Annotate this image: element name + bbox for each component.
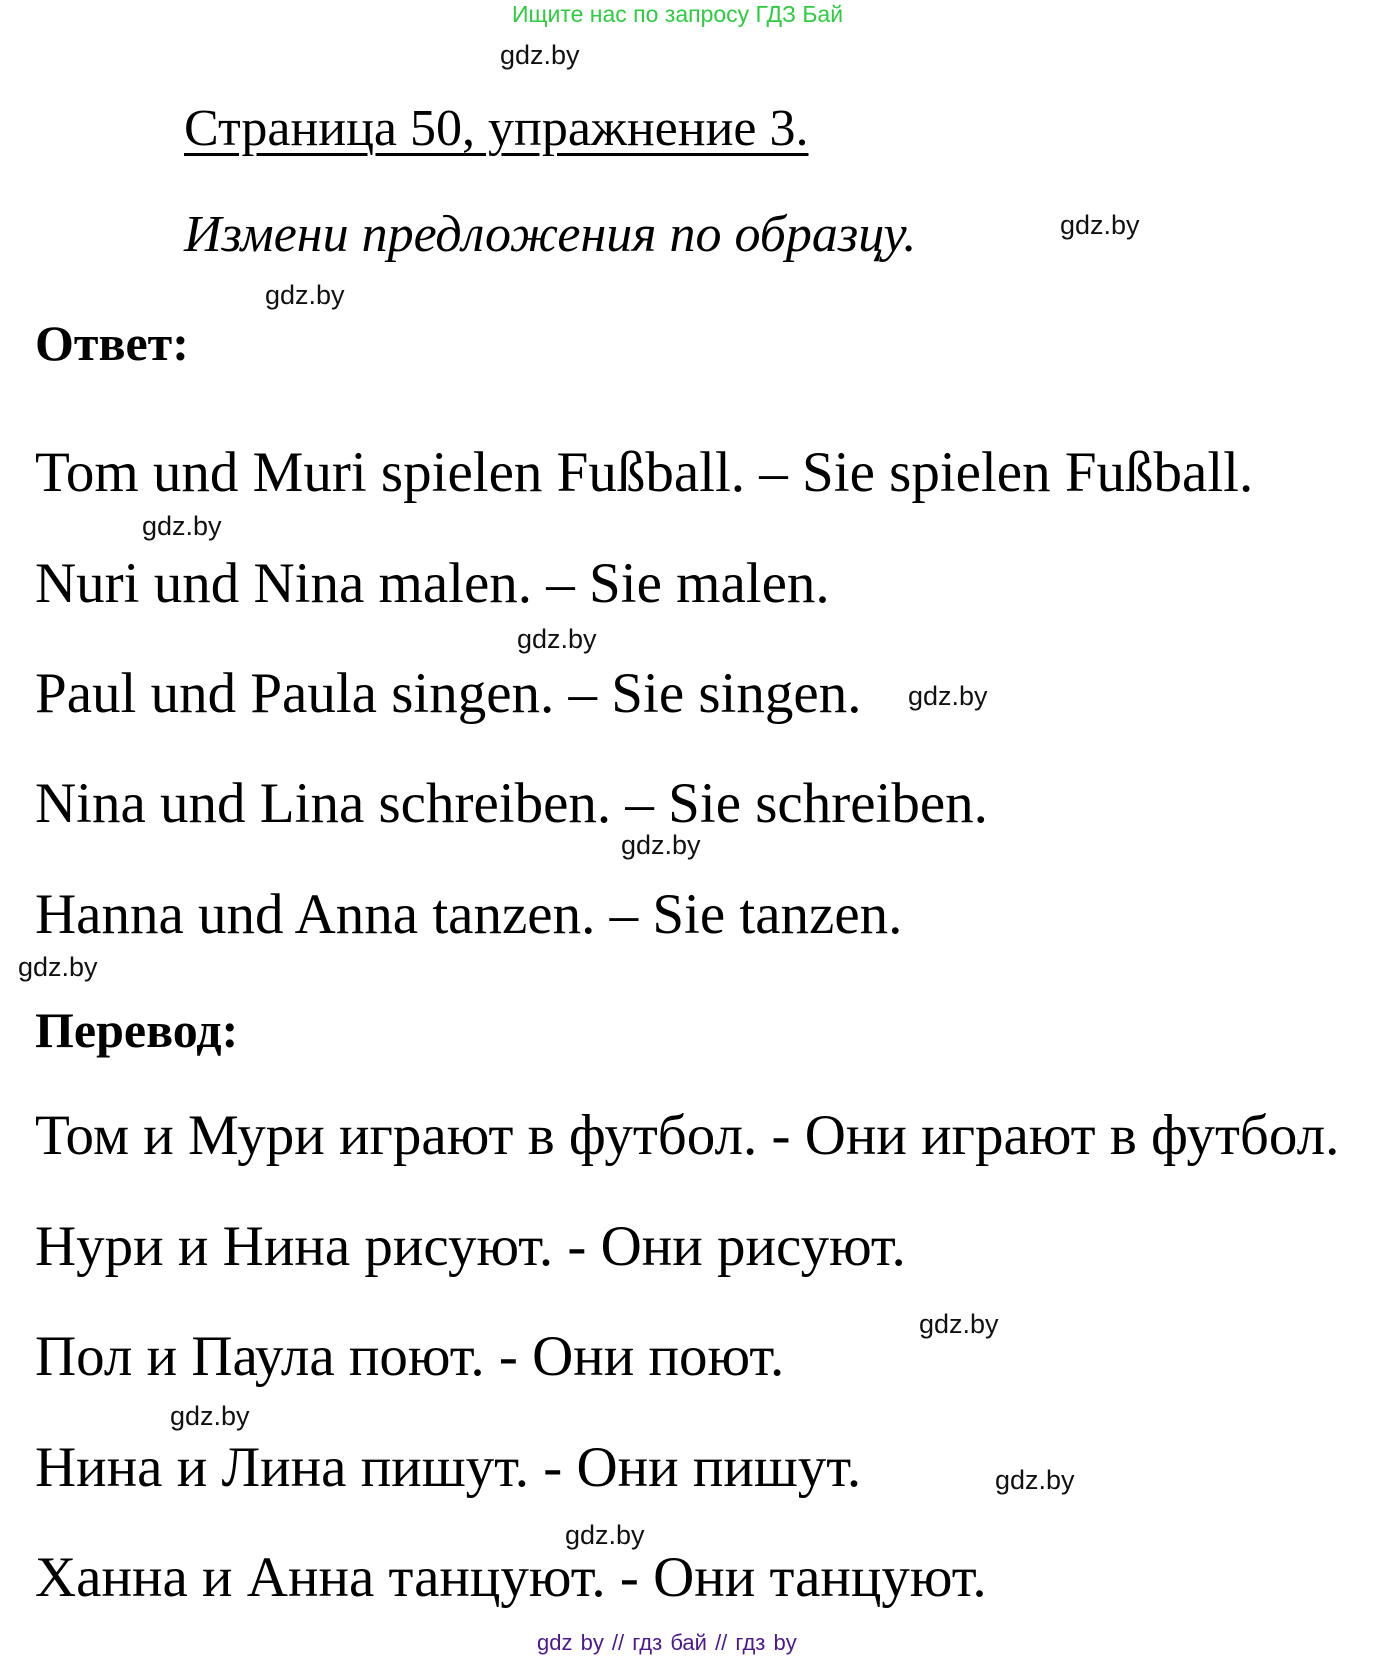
watermark: gdz.by [1060,210,1140,240]
translation-line: Том и Мури играют в футбол. - Они играют в футбол. [35,1104,1340,1167]
translation-line: Нина и Лина пишут. - Они пишут. [35,1436,862,1499]
answer-line: Hanna und Anna tanzen. – Sie tanzen. [35,883,903,946]
watermark: gdz.by [265,280,345,310]
translation-line: Нури и Нина рисуют. - Они рисуют. [35,1215,906,1278]
answer-line: Nuri und Nina malen. – Sie malen. [35,552,830,615]
translation-heading: Перевод: [35,1002,239,1058]
footer-links: gdz by // гдз бай // гдз by [537,1630,797,1655]
watermark: gdz.by [18,952,98,982]
watermark: gdz.by [517,624,597,654]
watermark: gdz.by [142,511,222,541]
answer-heading: Ответ: [35,315,189,371]
answer-line: Nina und Lina schreiben. – Sie schreiben. [35,772,988,835]
watermark: gdz.by [919,1309,999,1339]
exercise-task: Измени предложения по образцу. [184,206,917,263]
watermark: gdz.by [908,681,988,711]
watermark: gdz.by [621,830,701,860]
promo-banner: Ищите нас по запросу ГДЗ Бай [512,1,844,27]
answer-line: Paul und Paula singen. – Sie singen. [35,662,862,725]
watermark: gdz.by [170,1401,250,1431]
watermark: gdz.by [565,1520,645,1550]
answer-line: Tom und Muri spielen Fußball. – Sie spielen Fußball. [35,441,1254,504]
watermark: gdz.by [500,40,580,70]
watermark: gdz.by [995,1465,1075,1495]
translation-line: Пол и Паула поют. - Они поют. [35,1325,785,1388]
translation-line: Ханна и Анна танцуют. - Они танцуют. [35,1546,987,1609]
exercise-title: Страница 50, упражнение 3. [184,100,809,157]
